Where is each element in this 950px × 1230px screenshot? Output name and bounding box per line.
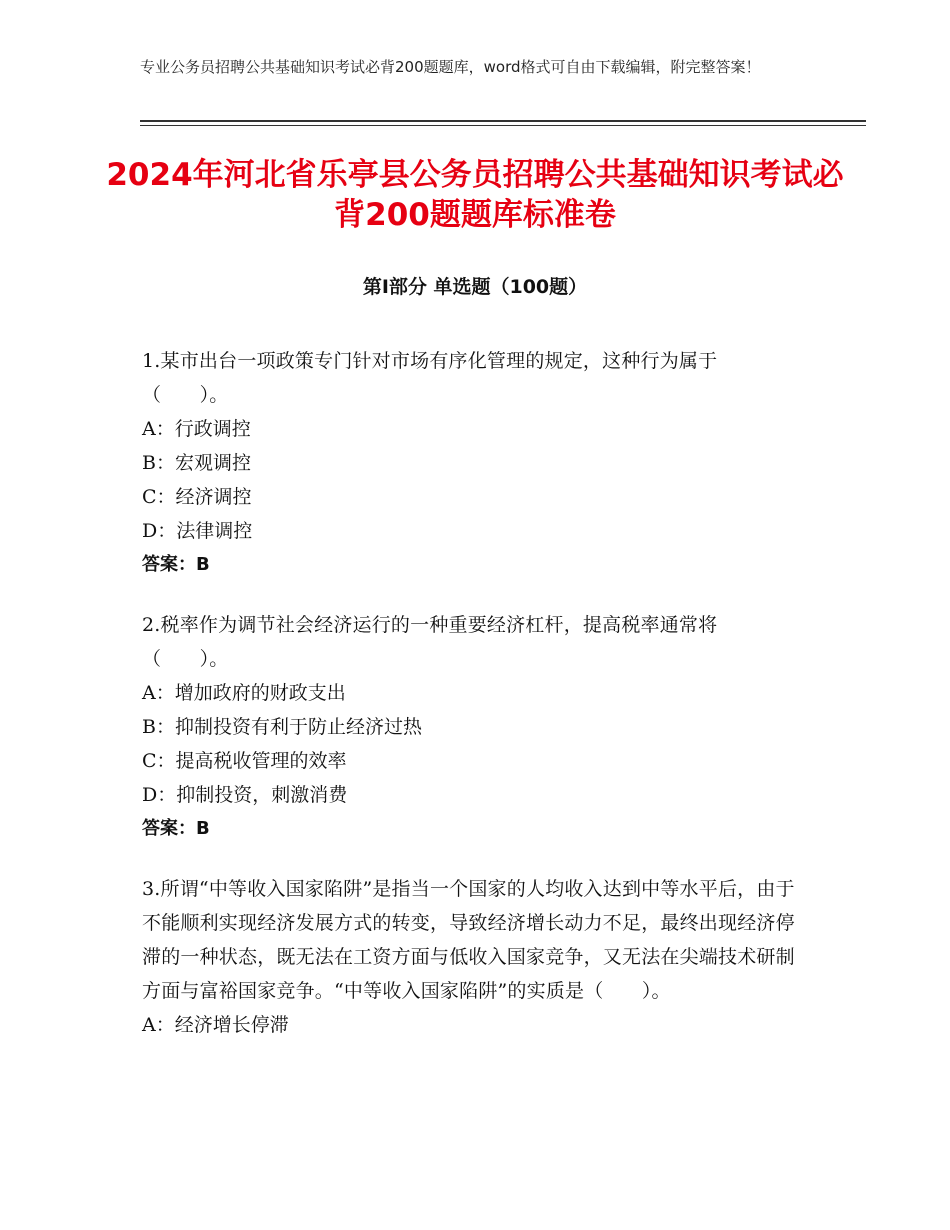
option-b: B：宏观调控 (142, 452, 251, 474)
header-rule-thick (140, 120, 866, 122)
option-c: C：经济调控 (142, 486, 252, 508)
question-1 (142, 344, 797, 582)
option-d: D：抑制投资，刺激消费 (142, 784, 348, 806)
header-rule-thin (140, 125, 866, 126)
answer-label: 答案：B (142, 818, 210, 839)
question-2 (142, 608, 797, 846)
option-a: A：增加政府的财政支出 (142, 682, 346, 704)
question-list (142, 344, 797, 1068)
section-heading: 第Ⅰ部分 单选题（100题） (362, 276, 588, 298)
option-a: A：经济增长停滞 (142, 1014, 289, 1036)
question-stem: 1.某市出台一项政策专门针对市场有序化管理的规定，这种行为属于（ ）。 (142, 350, 718, 406)
option-d: D：法律调控 (142, 520, 253, 542)
option-a: A：行政调控 (142, 418, 251, 440)
answer-label: 答案：B (142, 554, 210, 575)
header-note: 专业公务员招聘公共基础知识考试必背200题题库，word格式可自由下载编辑，附完整答案！ (140, 58, 761, 76)
question-stem: 2.税率作为调节社会经济运行的一种重要经济杠杆，提高税率通常将（ ）。 (142, 614, 718, 670)
question-stem: 3.所谓“中等收入国家陷阱”是指当一个国家的人均收入达到中等水平后，由于不能顺利实现经济发展方式的转变，导致经济增长动力不足，最终出现经济停滞的一种状态，既无法在工资方面与低收入国家竞争，又无法在尖端技术研制方面与富裕国家竞争。“中等收入国家陷阱”的实质是（ ）。 (142, 878, 795, 1002)
question-3 (142, 872, 797, 1042)
option-b: B：抑制投资有利于防止经济过热 (142, 716, 422, 738)
option-c: C：提高税收管理的效率 (142, 750, 347, 772)
document-title: 2024年河北省乐亭县公务员招聘公共基础知识考试必背200题题库标准卷 (106, 157, 844, 233)
